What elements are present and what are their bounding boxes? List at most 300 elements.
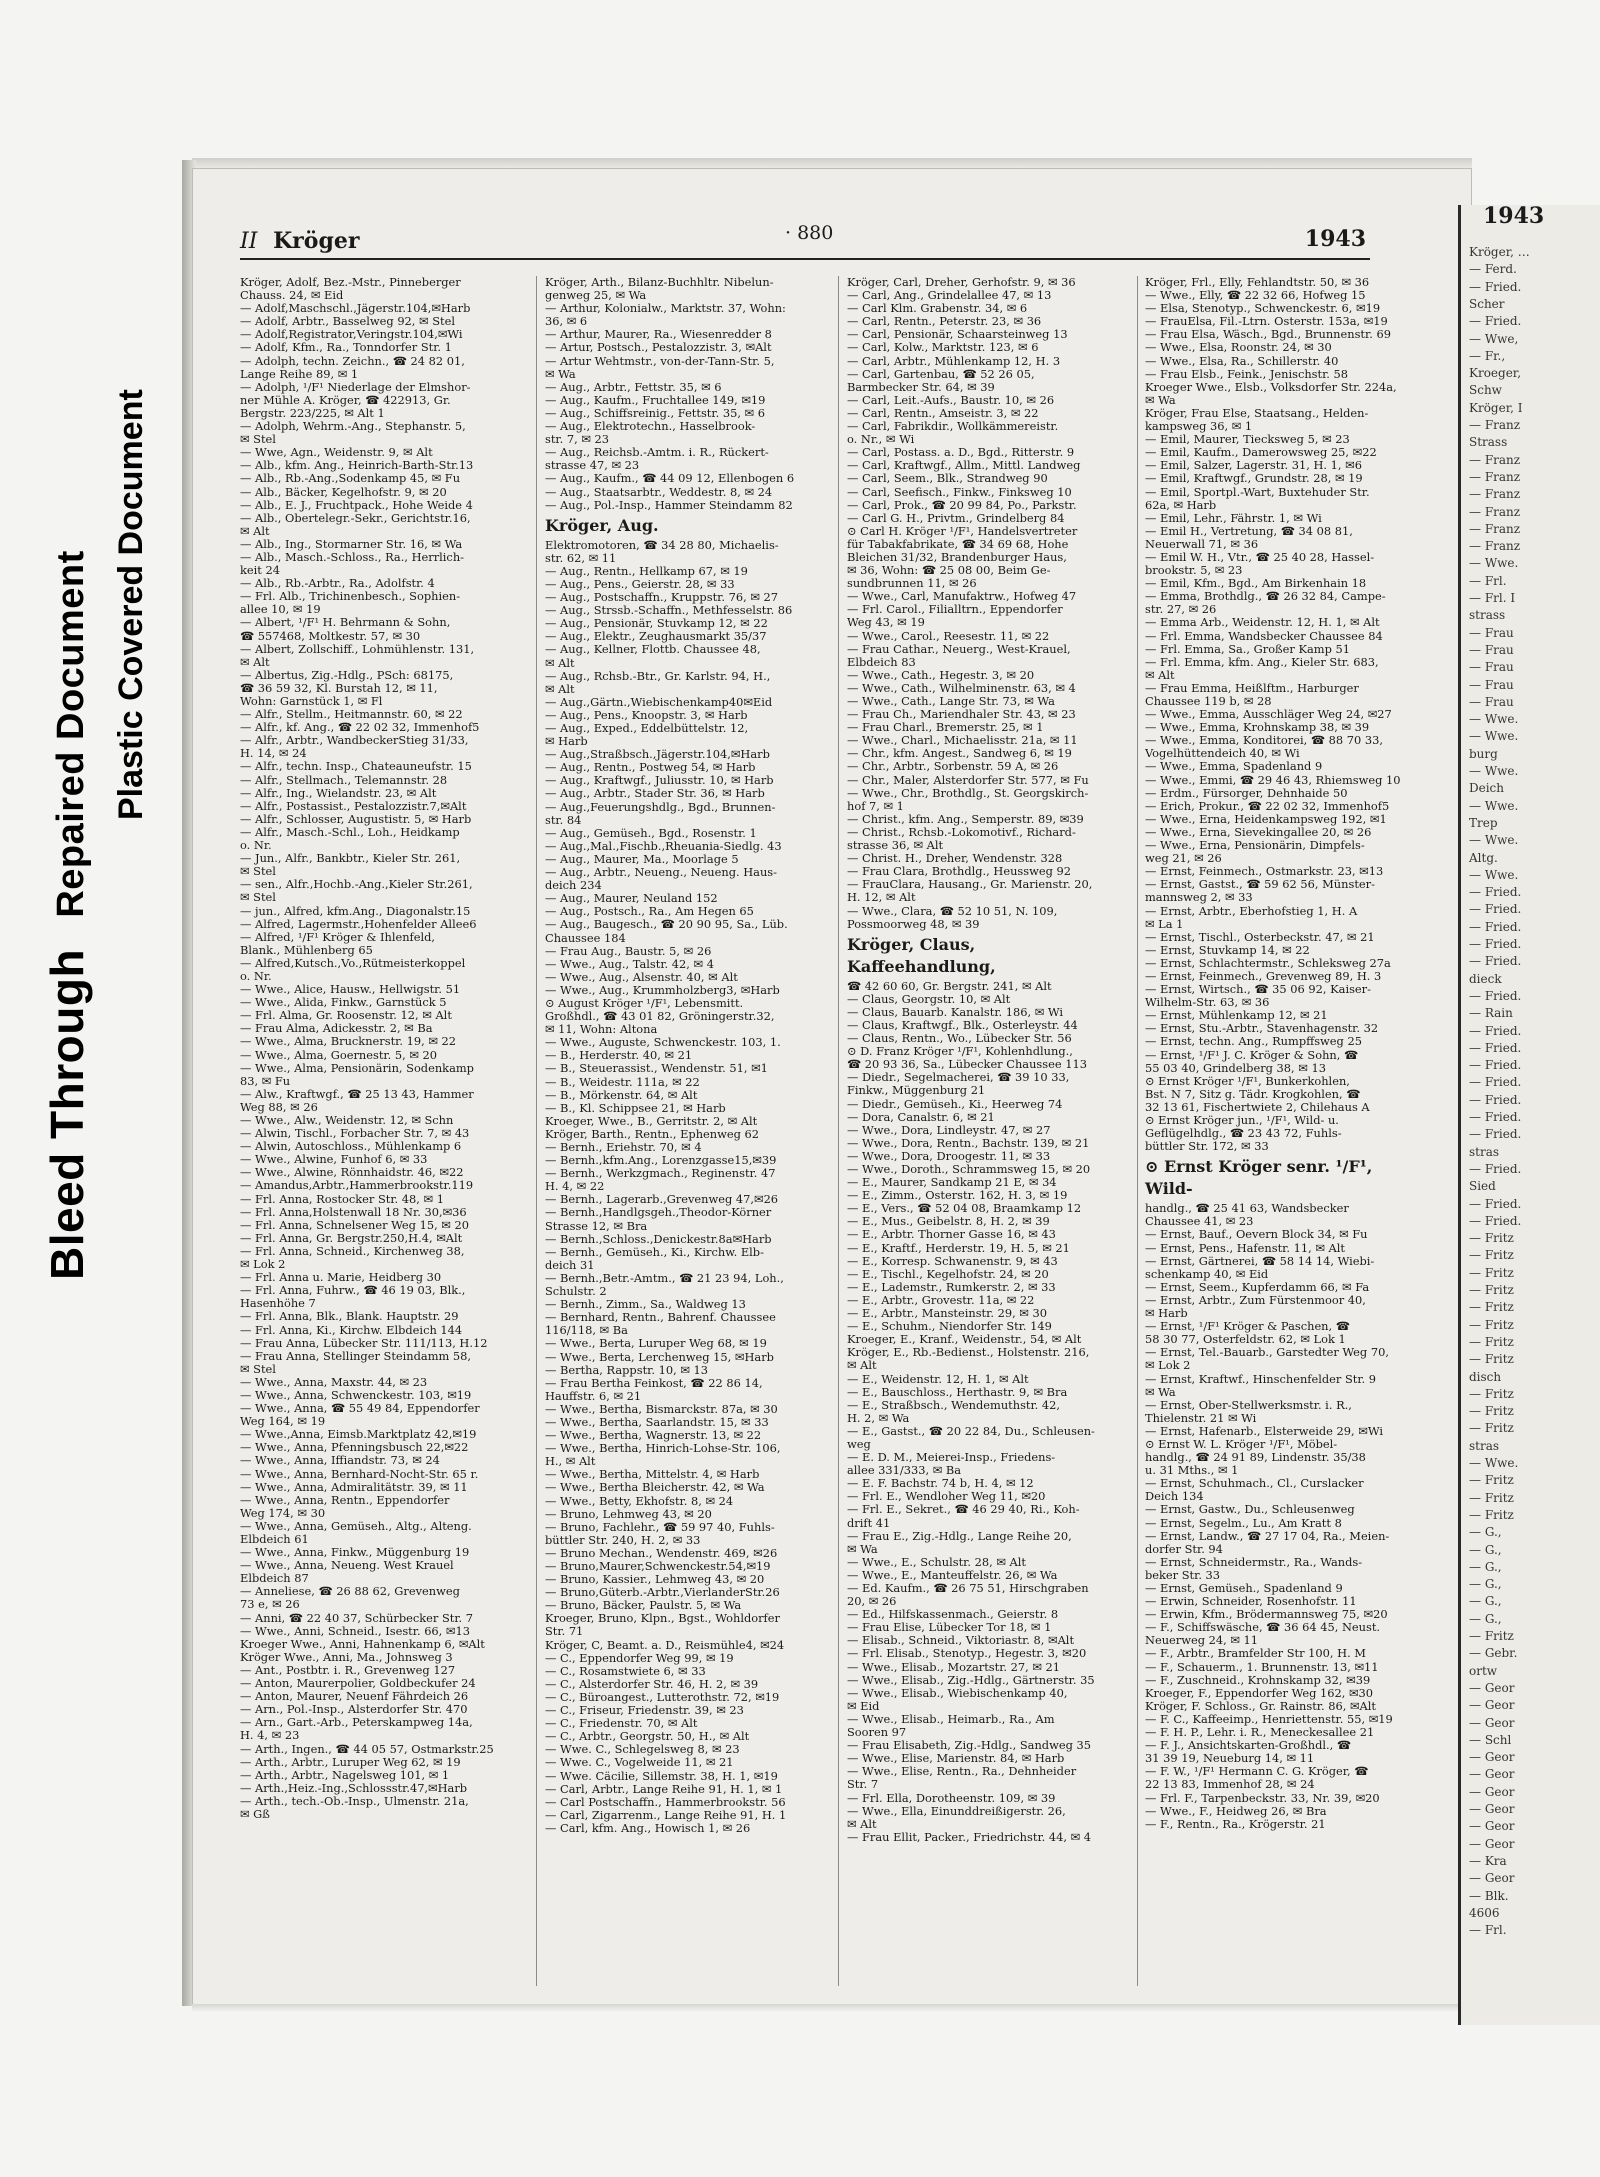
adjacent-page-line: — Franz [1469, 469, 1521, 484]
directory-entry-line: Chauss. 24, ✉ Eid [240, 289, 344, 303]
directory-entry-line: — E., Arbtr., Grovestr. 11a, ✉ 22 [847, 1293, 1035, 1307]
directory-entry-line: ⊙ Carl H. Kröger ¹/F¹, Handelsvertreter [847, 524, 1078, 538]
directory-entry-line: — Wwe., Alma, Goernestr. 5, ✉ 20 [240, 1048, 437, 1062]
directory-entry-line: — Bernh.,Betr.-Amtm., ☎ 21 23 94, Loh., [545, 1271, 784, 1285]
directory-entry-line: — Frl. Ella, Dorotheenstr. 109, ✉ 39 [847, 1791, 1056, 1805]
adjacent-page-line: — Geor [1469, 1871, 1515, 1886]
stamp-plastic-covered: Plastic Covered Document [112, 389, 150, 820]
directory-entry-line: — Anton, Maurerpolier, Goldbeckufer 24 [240, 1677, 476, 1691]
directory-entry-line: — Alfr., kf. Ang., ☎ 22 02 32, Immenhof5 [240, 721, 480, 735]
adjacent-page-line: — Fritz [1469, 1283, 1514, 1297]
directory-entry-line: — Artur, Postsch., Pestalozzistr. 3, ✉Alt [545, 341, 772, 355]
directory-entry-line: — Aug., Maurer, Ma., Moorlage 5 [545, 852, 739, 866]
directory-entry-line: — Wwe., Dora, Lindleystr. 47, ✉ 27 [847, 1123, 1051, 1137]
running-head-name: Kröger [273, 228, 360, 254]
adjacent-page-line: — Fried. [1469, 1092, 1522, 1107]
directory-entry-line: handlg., ☎ 24 91 89, Lindenstr. 35/38 [1145, 1451, 1366, 1465]
directory-entry-line: — Wwe., Elsa, Ra., Schillerstr. 40 [1145, 354, 1339, 368]
adjacent-page-line: — Gebr. [1469, 1646, 1518, 1661]
directory-entry-line: — Claus, Kraftwgf., Blk., Osterleystr. 44 [847, 1018, 1078, 1032]
directory-entry-line: — F., Rentn., Ra., Krögerstr. 21 [1145, 1817, 1326, 1831]
directory-entry-line: — Arthur, Kolonialw., Marktstr. 37, Wohn: [545, 302, 786, 316]
directory-entry-line: — Wwe., Ella, Einunddreißigerstr. 26, [847, 1804, 1066, 1818]
adjacent-page [1458, 205, 1600, 2025]
directory-entry-line: — Ernst, Arbtr., Eberhofstieg 1, H. A [1145, 904, 1358, 918]
adjacent-page-line: — Franz [1469, 418, 1521, 432]
directory-entry-line: — FrauClara, Hausang., Gr. Marienstr. 20, [847, 878, 1093, 892]
directory-entry-line: — Wwe., Anna, Bernhard-Nocht-Str. 65 r. [240, 1467, 479, 1481]
directory-entry-line: — Bernh.,Handlgsgeh.,Theodor-Körner [545, 1206, 772, 1220]
directory-entry-line: — Carl, kfm. Ang., Howisch 1, ✉ 26 [545, 1821, 751, 1835]
directory-entry-line: — Frl. Anna,Holstenwall 18 Nr. 30,✉36 [240, 1205, 467, 1219]
directory-entry-line: Bleichen 31/32, Brandenburger Haus, [847, 550, 1067, 564]
adjacent-page-line: — Geor [1469, 1836, 1515, 1851]
adjacent-page-line: — Kra [1469, 1853, 1507, 1868]
directory-entry-line: — Alb., Rb.-Ang.,Sodenkamp 45, ✉ Fu [240, 472, 461, 486]
directory-entry-line: 116/118, ✉ Ba [545, 1324, 628, 1338]
directory-entry-line: — Carl Klm. Grabenstr. 34, ✉ 6 [847, 302, 1028, 316]
directory-entry-line: ✉ Lok 2 [240, 1258, 286, 1272]
directory-entry-line: — Wwe., Anna, ☎ 55 49 84, Eppendorfer [240, 1402, 480, 1416]
directory-entry-line: ✉ Alt [545, 682, 575, 696]
directory-entry-line: — Aug., Arbtr., Stader Str. 36, ✉ Harb [545, 787, 765, 801]
directory-entry-line: — Ernst, Feinmech., Grevenweg 89, H. 3 [1145, 969, 1382, 983]
directory-entry-line: — Emil, Maurer, Tiecksweg 5, ✉ 23 [1145, 433, 1350, 447]
directory-entry-line: — Christ. H., Dreher, Wendenstr. 328 [847, 852, 1063, 866]
directory-entry-line: Hasenhöhe 7 [240, 1297, 316, 1311]
directory-entry-line: ☎ 20 93 36, Sa., Lübecker Chaussee 113 [847, 1058, 1087, 1072]
adjacent-page-line: — Schl [1469, 1732, 1512, 1747]
directory-entry-line: — Wwe., Alma, Brucknerstr. 19, ✉ 22 [240, 1035, 456, 1049]
directory-entry-line: Schulstr. 2 [545, 1285, 607, 1299]
directory-entry-line: — B., Steuerassist., Wendenstr. 51, ✉1 [545, 1062, 768, 1076]
adjacent-page-line: — Fried. [1469, 1110, 1522, 1124]
adjacent-page-line: — Fried. [1469, 1058, 1522, 1073]
directory-entry-line: — Wwe., Elisab., Wiebischenkamp 40, [847, 1686, 1068, 1700]
directory-entry-line: büttler Str. 172, ✉ 33 [1145, 1140, 1269, 1154]
directory-entry-line: — Wwe., Anna, Pfenningsbusch 22,✉22 [240, 1441, 469, 1455]
directory-entry-line: — Emil H., Vertretung, ☎ 34 08 81, [1145, 524, 1353, 538]
directory-entry-line: — Wwe., Anna, Neueng. West Krauel [240, 1559, 454, 1573]
adjacent-page-line: — Franz [1469, 521, 1521, 536]
directory-entry-line: Finkw., Müggenburg 21 [847, 1084, 986, 1098]
directory-entry-line: — Aug., Exped., Eddelbüttelstr. 12, [545, 722, 749, 735]
directory-entry-line: — Alb., Obertelegr.-Sekr., Gerichtstr.16, [240, 511, 471, 525]
directory-entry-line: Wilhelm-Str. 63, ✉ 36 [1145, 996, 1270, 1010]
directory-entry-line: — Wwe., Anna, Iffiandstr. 73, ✉ 24 [240, 1454, 440, 1468]
directory-entry-line: — E., Schuhm., Niendorfer Str. 149 [847, 1320, 1052, 1334]
directory-entry-line: — Ernst, Gemüseh., Spadenland 9 [1145, 1582, 1343, 1595]
directory-entry-line: — Alfr., Schlosser, Augustistr. 5, ✉ Harb [240, 812, 472, 826]
directory-entry-line: — Carl, Postass. a. D., Bgd., Ritterstr. 9 [847, 446, 1075, 460]
directory-entry-line: — Ernst, Schuhmach., Cl., Curslacker [1145, 1477, 1364, 1491]
directory-entry-line: — Wwe., Erna, Heidenkampsweg 192, ✉1 [1145, 812, 1387, 826]
adjacent-page-line: — Frau [1469, 625, 1514, 640]
directory-entry-line: — Aug., Pol.-Insp., Hammer Steindamm 82 [545, 498, 793, 512]
directory-entry-line: ⊙ Ernst Kröger ¹/F¹, Bunkerkohlen, [1145, 1074, 1350, 1088]
directory-entry-line: — Ed., Hilfskassenmach., Geierstr. 8 [847, 1608, 1059, 1622]
adjacent-page-line: stras [1469, 1438, 1500, 1453]
adjacent-page-line: — G., [1469, 1559, 1502, 1574]
adjacent-page-line: — Fried. [1469, 279, 1522, 294]
adjacent-page-line: Kröger, I [1469, 400, 1523, 415]
adjacent-page-line: — Geor [1469, 1784, 1515, 1799]
directory-entry-line: — Frl. Anna, Rostocker Str. 48, ✉ 1 [240, 1192, 444, 1206]
directory-entry-line: — Wwe., Bertha, Saarlandstr. 15, ✉ 33 [545, 1415, 769, 1429]
directory-entry-line: Deich 134 [1145, 1490, 1204, 1504]
directory-entry-line: Geflügelhdlg., ☎ 23 43 72, Fuhls- [1145, 1127, 1342, 1141]
directory-entry-line: Str. 71 [545, 1625, 584, 1639]
adjacent-page-line: Scher [1469, 296, 1505, 311]
adjacent-page-line: — Wwe. [1469, 798, 1519, 813]
directory-entry-line: — Dora, Canalstr. 6, ✉ 21 [847, 1110, 995, 1124]
directory-entry-line: — Wwe., Elise, Marienstr. 84, ✉ Harb [847, 1752, 1065, 1766]
directory-entry-line: — Emil W. H., Vtr., ☎ 25 40 28, Hassel- [1145, 550, 1375, 564]
directory-entry-line: — Anneliese, ☎ 26 88 62, Grevenweg [240, 1585, 460, 1599]
directory-entry-line: — Wwe., Berta, Luruper Weg 68, ✉ 19 [545, 1337, 767, 1351]
directory-entry-line: — E., Vers., ☎ 52 04 08, Braamkamp 12 [847, 1202, 1082, 1216]
directory-entry-line: ✉ Eid [847, 1699, 880, 1713]
directory-entry-line: H., ✉ Alt [545, 1455, 596, 1469]
adjacent-page-line: — Fritz [1469, 1265, 1514, 1280]
directory-entry-line: — Alwin, Autoschloss., Mühlenkamp 6 [240, 1140, 462, 1154]
directory-entry-line: — Carl, Ang., Grindelallee 47, ✉ 13 [847, 289, 1052, 303]
directory-entry-line: — Ernst, ¹/F¹ J. C. Kröger & Sohn, ☎ [1145, 1048, 1359, 1062]
directory-entry-line: ☎ 42 60 60, Gr. Bergstr. 241, ✉ Alt [847, 979, 1052, 993]
directory-entry-line: ✉ Stel [240, 865, 276, 879]
directory-entry-line: — Ernst, Landw., ☎ 27 17 04, Ra., Meien- [1145, 1529, 1390, 1543]
directory-entry-line: Strasse 12, ✉ Bra [545, 1219, 648, 1233]
adjacent-page-line: — Fritz [1469, 1386, 1514, 1401]
directory-entry-line: — Aug., Kellner, Flottb. Chaussee 48, [545, 643, 761, 657]
directory-entry-line: — Claus, Georgstr. 10, ✉ Alt [847, 992, 1011, 1006]
directory-entry-line: — Aug.,Feuerungshdlg., Bgd., Brunnen- [545, 800, 776, 814]
directory-entry-line: ✉ Wa [1145, 393, 1176, 407]
directory-entry-line: — Emil, Kaufm., Damerowsweg 25, ✉22 [1145, 446, 1377, 460]
directory-entry-line: — Wwe., Anna, Schwenckestr. 103, ✉19 [240, 1388, 472, 1402]
directory-entry-line: — Frau Ellit, Packer., Friedrichstr. 44, ✉ 4 [847, 1830, 1092, 1844]
adjacent-page-line: — Rain [1469, 1006, 1513, 1021]
directory-entry-line: str. 7, ✉ 23 [545, 433, 610, 447]
directory-entry-line: — Carl, Kraftwgf., Allm., Mittl. Landweg [847, 459, 1081, 473]
directory-entry-line: brookstr. 5, ✉ 23 [1145, 564, 1243, 578]
adjacent-page-line: ortw [1469, 1663, 1498, 1678]
directory-entry-line: u. 31 Mths., ✉ 1 [1145, 1464, 1239, 1478]
adjacent-page-line: — Geor [1469, 1802, 1515, 1816]
scan-stamp [0, 0, 170, 2177]
directory-entry-line: sundbrunnen 11, ✉ 26 [847, 577, 977, 591]
directory-entry-line: — Wwe., Elly, ☎ 22 32 66, Hofweg 15 [1145, 289, 1366, 303]
directory-entry-line: Bst. N 7, Sitz g. Tädr. Krogkohlen, ☎ [1145, 1087, 1361, 1101]
directory-entry-line: — Ernst, Schneidermstr., Ra., Wands- [1145, 1555, 1363, 1569]
adjacent-page-line: burg [1469, 746, 1498, 761]
directory-entry-line: — Frau Ch., Mariendhaler Str. 43, ✉ 23 [847, 708, 1076, 722]
directory-entry-line: — Aug., Elektrotechn., Hasselbrook- [545, 420, 756, 434]
adjacent-page-line: Trep [1469, 815, 1498, 830]
directory-entry-line: — Ernst, Stu.-Arbtr., Stavenhagenstr. 32 [1145, 1022, 1379, 1036]
directory-entry-line: — Carl G. H., Privtm., Grindelberg 84 [847, 511, 1065, 525]
directory-entry-line: 58 30 77, Osterfeldstr. 62, ✉ Lok 1 [1145, 1333, 1346, 1347]
adjacent-page-line: — Frl. [1469, 1923, 1507, 1938]
directory-entry-line: — Wwe., Charl., Michaelisstr. 21a, ✉ 11 [847, 734, 1078, 748]
column-divider [536, 276, 537, 1986]
adjacent-page-line: — Franz [1469, 452, 1521, 467]
directory-entry-line: — Adolf, Kfm., Ra., Tonndorfer Str. 1 [240, 341, 452, 355]
directory-entry-line: — Adolph, ¹/F¹ Niederlage der Elmshor- [240, 380, 471, 394]
directory-entry-line: deich 234 [545, 879, 602, 893]
directory-entry-line: allee 10, ✉ 19 [240, 603, 321, 617]
directory-entry-line: — Wwe., Anna, Maxstr. 44, ✉ 23 [240, 1375, 428, 1389]
adjacent-page-line: — Fritz [1469, 1404, 1514, 1419]
directory-entry-line: — Bruno,Maurer,Schwenckestr.54,✉19 [545, 1560, 771, 1573]
directory-entry-line: — Emma, Brothdlg., ☎ 26 32 84, Campe- [1145, 590, 1386, 604]
adjacent-page-line: — Wwe. [1469, 556, 1519, 571]
directory-entry-line: dorfer Str. 94 [1145, 1542, 1223, 1556]
directory-entry-line: Kroeger, Wwe., B., Gerritstr. 2, ✉ Alt [545, 1114, 758, 1128]
adjacent-page-line: — Geor [1469, 1698, 1515, 1713]
directory-entry-line: Neuerwall 71, ✉ 36 [1145, 537, 1259, 551]
directory-entry-line: keit 24 [240, 564, 280, 578]
directory-entry-line: — Wwe., Cath., Wilhelminenstr. 63, ✉ 4 [847, 681, 1076, 695]
directory-entry-line: ✉ Lok 2 [1145, 1359, 1191, 1373]
directory-entry-line: für Tabakfabrikate, ☎ 34 69 68, Hohe [847, 537, 1069, 551]
directory-entry-line: ✉ La 1 [1145, 917, 1184, 931]
directory-entry-line: — Aug., Maurer, Neuland 152 [545, 892, 718, 906]
adjacent-page-line: Kroeger, [1469, 366, 1522, 381]
directory-entry-line: — Frl. Elisab., Stenotyp., Hegestr. 3, ✉20 [847, 1647, 1087, 1661]
directory-entry-line: — Alb., Bäcker, Kegelhofstr. 9, ✉ 20 [240, 485, 447, 499]
directory-entry-line: — Wwe., Alwine, Rönnhaidstr. 46, ✉22 [240, 1166, 464, 1180]
directory-entry-line: — Albertus, Zig.-Hdlg., PSch: 68175, [240, 668, 454, 682]
directory-entry-line: — Wwe., Emma, Krohnskamp 38, ✉ 39 [1145, 721, 1370, 735]
directory-entry-line: — Bruno, Bäcker, Paulstr. 5, ✉ Wa [545, 1599, 742, 1613]
adjacent-page-line: — Fried. [1469, 954, 1522, 969]
directory-entry-line: ✉ Wa [847, 1542, 878, 1556]
directory-entry-line: — Ant., Postbtr. i. R., Grevenweg 127 [240, 1663, 456, 1677]
directory-entry-line: Neuerweg 24, ✉ 11 [1145, 1634, 1259, 1648]
directory-entry-line: — Frl. E., Sekret., ☎ 46 29 40, Ri., Koh- [847, 1503, 1080, 1517]
directory-entry-line: Weg 164, ✉ 19 [240, 1415, 326, 1429]
directory-entry-line: — Carl, Leit.-Aufs., Baustr. 10, ✉ 26 [847, 393, 1055, 407]
directory-entry-line: — E., Gastst., ☎ 20 22 84, Du., Schleusen- [847, 1424, 1095, 1438]
directory-entry-line: — B., Herderstr. 40, ✉ 21 [545, 1049, 693, 1063]
directory-entry-line: — E., Arbtr., Mansteinstr. 29, ✉ 30 [847, 1307, 1047, 1321]
adjacent-page-line: — Frau [1469, 677, 1514, 692]
directory-entry-line: — Bertha, Rappstr. 10, ✉ 13 [545, 1363, 708, 1377]
adjacent-page-line: — Fritz [1469, 1473, 1514, 1488]
featured-entry: ⊙ Ernst Kröger senr. ¹/F¹, Wild- [1145, 1157, 1373, 1199]
directory-entry-line: Wohn: Garnstück 1, ✉ Fl [240, 695, 383, 708]
directory-entry-line: ⊙ Ernst Kröger jun., ¹/F¹, Wild- u. [1145, 1114, 1339, 1127]
directory-entry-line: — Aug., Gemüseh., Bgd., Rosenstr. 1 [545, 826, 757, 840]
directory-entry-line: — Wwe., Dora, Droogestr. 11, ✉ 33 [847, 1149, 1051, 1163]
adjacent-page-line: — Fried. [1469, 1023, 1522, 1038]
directory-entry-line: — Ernst, Gastst., ☎ 59 62 56, Münster- [1145, 878, 1375, 892]
directory-entry-line: — Carl, Arbtr., Mühlenkamp 12, H. 3 [847, 354, 1061, 368]
directory-entry-line: H. 4, ✉ 23 [240, 1729, 300, 1743]
directory-entry-line: ✉ Gß [240, 1807, 270, 1821]
adjacent-page-line: — Fried. [1469, 314, 1522, 329]
directory-entry-line: — Alfr., Masch.-Schl., Loh., Heidkamp [240, 825, 460, 839]
adjacent-page-line: Altg. [1469, 850, 1498, 865]
directory-entry-line: büttler Str. 240, H. 2, ✉ 33 [545, 1533, 701, 1547]
directory-entry-line: — Aug., Baugesch., ☎ 20 90 95, Sa., Lüb. [545, 918, 788, 932]
directory-entry-line: — C., Rosamstwiete 6, ✉ 33 [545, 1664, 706, 1678]
directory-entry-line: beker Str. 33 [1145, 1568, 1221, 1582]
directory-entry-line: — Bruno, Fachlehr., ☎ 59 97 40, Fuhls- [545, 1520, 775, 1534]
directory-entry-line: — Wwe., Aug., Krummholzberg3, ✉Harb [545, 983, 780, 997]
directory-entry-line: — Alfred,Kutsch.,Vo.,Rütmeisterkoppel [240, 956, 466, 970]
adjacent-page-line: — Fritz [1469, 1352, 1514, 1367]
directory-entry-line: Kröger, F. Schloss., Gr. Rainstr. 86, ✉Alt [1145, 1699, 1376, 1713]
directory-entry-line: — Wwe., Alwine, Funhof 6, ✉ 33 [240, 1153, 428, 1167]
adjacent-page-line: — Geor [1469, 1819, 1515, 1834]
header-year: 1943 [1304, 226, 1366, 252]
directory-entry-line: — Ernst, Pens., Hafenstr. 11, ✉ Alt [1145, 1241, 1345, 1255]
directory-entry-line: Kröger, C, Beamt. a. D., Reismühle4, ✉24 [545, 1638, 785, 1652]
adjacent-page-line: — G., [1469, 1525, 1502, 1540]
directory-entry-line: Elbdeich 87 [240, 1572, 309, 1586]
directory-entry-line: — Aug., Kaufm., Fruchtallee 149, ✉19 [545, 393, 766, 407]
adjacent-page-line: — Fried. [1469, 1075, 1522, 1090]
directory-entry-line: — Ernst, techn. Ang., Rumpffsweg 25 [1145, 1035, 1362, 1049]
directory-entry-line: — Wwe., F., Heidweg 26, ✉ Bra [1145, 1804, 1327, 1818]
directory-entry-line: — Bruno,Güterb.-Arbtr.,VierlanderStr.26 [545, 1586, 780, 1600]
directory-entry-line: — Arth., Arbtr., Luruper Weg 62, ✉ 19 [240, 1755, 461, 1769]
directory-entry-line: — Wwe., Emma, Konditorei, ☎ 88 70 33, [1145, 734, 1384, 748]
directory-entry-line: — Alb., Rb.-Arbtr., Ra., Adolfstr. 4 [240, 577, 435, 591]
page-number: · 880 [785, 222, 834, 244]
directory-entry-line: — Wwe., Elisab., Heimarb., Ra., Am [847, 1712, 1055, 1726]
directory-entry-line: ✉ Stel [240, 1362, 276, 1376]
directory-entry-line: Kröger, Frau Else, Staatsang., Helden- [1145, 406, 1369, 420]
directory-entry-line: — Alfred, ¹/F¹ Kröger & Ihlenfeld, [240, 930, 436, 944]
adjacent-page-line: — Wwe. [1469, 712, 1519, 727]
directory-entry-line: — Elisab., Schneid., Viktoriastr. 8, ✉Alt [847, 1634, 1075, 1648]
directory-entry-line: — Frau Elisabeth, Zig.-Hdlg., Sandweg 35 [847, 1739, 1091, 1753]
directory-entry-line: — Wwe., Bertha, Wagnerstr. 13, ✉ 22 [545, 1429, 762, 1443]
directory-entry-line: — Bernh.,kfm.Ang., Lorenzgasse15,✉39 [545, 1154, 777, 1168]
directory-entry-line: Elektromotoren, ☎ 34 28 80, Michaelis- [545, 538, 779, 552]
directory-entry-line: — E. F. Bachstr. 74 b, H. 4, ✉ 12 [847, 1477, 1034, 1491]
directory-entry-line: Kröger, E., Rb.-Bedienst., Holstenstr. 216, [847, 1346, 1090, 1360]
adjacent-page-line: Schw [1469, 383, 1502, 398]
directory-entry-line: — Frau Emma, Heißlftm., Harburger [1145, 681, 1359, 695]
adjacent-page-line: — Frl. [1469, 573, 1507, 588]
directory-entry-line: — Elsa, Stenotyp., Schwenckestr. 6, ✉19 [1145, 302, 1381, 316]
directory-entry-line: — Arth., Ingen., ☎ 44 05 57, Ostmarkstr.25 [240, 1742, 494, 1756]
directory-entry-line: — Aug., Arbtr., Neueng., Neueng. Haus- [545, 866, 778, 880]
directory-entry-line: Chaussee 119 b, ✉ 28 [1145, 695, 1272, 708]
directory-entry-line: — Wwe., Clara, ☎ 52 10 51, N. 109, [847, 904, 1058, 918]
directory-entry-line: — Wwe., Bertha, Bismarckstr. 87a, ✉ 30 [545, 1402, 778, 1416]
directory-entry-line: — Adolf,Maschschl.,Jägerstr.104,✉Harb [240, 302, 471, 316]
directory-entry-line: — Wwe, Agn., Weidenstr. 9, ✉ Alt [240, 446, 433, 460]
page-header [240, 222, 1366, 262]
directory-entry-line: Kroeger, E., Kranf., Weidenstr., 54, ✉ Alt [847, 1333, 1082, 1347]
adjacent-page-line: — Franz [1469, 487, 1521, 502]
directory-entry-line: — Christ., Rchsb.-Lokomotivf., Richard- [847, 825, 1076, 839]
directory-entry-line: — Frau Elsa, Wäsch., Bgd., Brunnenstr. 69 [1145, 328, 1391, 342]
directory-entry-line: ✉ Alt [847, 1817, 877, 1831]
column-divider [838, 276, 839, 1986]
directory-entry-line: str. 62, ✉ 11 [545, 551, 617, 565]
directory-entry-line: — Aug., Arbtr., Fettstr. 35, ✉ 6 [545, 380, 722, 394]
directory-entry-line: — Emil, Kraftwgf., Grundstr. 28, ✉ 19 [1145, 472, 1363, 486]
adjacent-page-line: — Fritz [1469, 1334, 1514, 1349]
directory-entry-line: — Emil, Lehr., Fährstr. 1, ✉ Wi [1145, 511, 1322, 525]
directory-entry-line: Hauffstr. 6, ✉ 21 [545, 1389, 642, 1403]
directory-entry-line: — F. C., Kaffeeimp., Henriettenstr. 55, ✉19 [1145, 1712, 1393, 1726]
directory-entry-line: — E., Tischl., Kegelhofstr. 24, ✉ 20 [847, 1267, 1049, 1281]
directory-entry-line: — Ernst, Arbtr., Zum Fürstenmoor 40, [1145, 1293, 1366, 1307]
directory-entry-line: — Carl, Rentn., Peterstr. 23, ✉ 36 [847, 315, 1042, 329]
directory-entry-line: — Diedr., Segelmacherei, ☎ 39 10 33, [847, 1071, 1070, 1085]
directory-entry-line: — Aug., Rentn., Hellkamp 67, ✉ 19 [545, 564, 748, 578]
stamp-bleed-through [40, 550, 94, 1280]
adjacent-page-line: — Wwe. [1469, 1456, 1519, 1470]
directory-entry-line: strasse 36, ✉ Alt [847, 839, 944, 853]
directory-entry-line: — Frl. Anna, Blk., Blank. Hauptstr. 29 [240, 1310, 459, 1324]
directory-entry-line: — Aug., Strssb.-Schaffn., Methfesselstr. 86 [545, 604, 793, 618]
adjacent-page-line: — Wwe, [1469, 331, 1519, 346]
adjacent-page-line: — Ferd. [1469, 262, 1517, 277]
directory-entry-line: genweg 25, ✉ Wa [545, 289, 647, 303]
directory-entry-line: — Alb., kfm. Ang., Heinrich-Barth-Str.13 [240, 459, 474, 473]
adjacent-page-line: — Wwe. [1469, 833, 1519, 848]
directory-entry-line: — Chr., Maler, Alsterdorfer Str. 577, ✉ Fu [847, 773, 1089, 787]
adjacent-page-line: Sied [1469, 1179, 1496, 1194]
adjacent-page-line: strass [1469, 608, 1506, 623]
directory-entry-line: — F., Zuschneid., Krohnskamp 32, ✉39 [1145, 1673, 1371, 1687]
directory-entry-line: — Frau Anna, Stellinger Steindamm 58, [240, 1349, 472, 1363]
directory-entry-line: ✉ 11, Wohn: Altona [545, 1023, 658, 1037]
directory-entry-line: Str. 7 [847, 1778, 879, 1792]
directory-entry-line: — Frl. Anna, Fuhrw., ☎ 46 19 03, Blk., [240, 1284, 466, 1298]
directory-entry-line: — Carl, Gartenbau, ☎ 52 26 05, [847, 367, 1035, 381]
directory-entry-line: — Wwe., Alida, Finkw., Garnstück 5 [240, 996, 447, 1010]
directory-entry-line: ✉ Alt [1145, 668, 1175, 682]
directory-entry-line: Elbdeich 61 [240, 1533, 309, 1546]
adjacent-page-line: — Fried. [1469, 937, 1522, 951]
directory-entry-line: — Wwe., Erna, Sievekingallee 20, ✉ 26 [1145, 825, 1372, 839]
directory-entry-line: — Wwe., Aug., Alsenstr. 40, ✉ Alt [545, 970, 738, 984]
directory-entry-line: — Ernst, Kraftwf., Hinschenfelder Str. 9 [1145, 1372, 1377, 1386]
directory-entry-line: — Carl, Prok., ☎ 20 99 84, Po., Parkstr. [847, 498, 1077, 512]
directory-entry-line: — Wwe., Betty, Ekhofstr. 8, ✉ 24 [545, 1494, 734, 1508]
directory-entry-line: — Frl. Alb., Trichinenbesch., Sophien- [240, 590, 461, 604]
directory-entry-line: — Alfr., Ing., Wielandstr. 23, ✉ Alt [240, 786, 437, 800]
directory-entry-line: ✉ Alt [847, 1359, 877, 1373]
directory-entry-line: — Wwe., Erna, Pensionärin, Dimpfels- [1145, 839, 1365, 853]
directory-entry-line: — Frau Alma, Adickesstr. 2, ✉ Ba [240, 1022, 433, 1036]
directory-entry-line: Kröger, Adolf, Bez.-Mstr., Pinneberger [240, 276, 461, 289]
directory-entry-line: — Anton, Maurer, Neuenf Fährdeich 26 [240, 1690, 469, 1704]
directory-entry-line: — Frl. Anna, Schneid., Kirchenweg 38, [240, 1244, 465, 1258]
directory-entry-line: — Amandus,Arbtr.,Hammerbrookstr.119 [240, 1179, 474, 1193]
directory-entry-line: deich 31 [545, 1258, 595, 1272]
directory-entry-line: — Claus, Rentn., Wo., Lübecker Str. 56 [847, 1032, 1072, 1046]
adjacent-page-line: — Wwe. [1469, 729, 1519, 744]
directory-entry-line: — Erich, Prokur., ☎ 22 02 32, Immenhof5 [1145, 799, 1390, 813]
directory-entry-line: — Wwe., Chr., Brothdlg., St. Georgskirch- [847, 786, 1089, 800]
adjacent-page-line: stras [1469, 1144, 1500, 1159]
directory-entry-line: — Alfr., Stellmach., Telemannstr. 28 [240, 773, 448, 787]
stamp-bleed-through-text: Bleed Through [41, 948, 93, 1280]
directory-entry-line: schenkamp 40, ✉ Eid [1145, 1267, 1269, 1281]
header-rule [240, 258, 1370, 260]
directory-entry-line: — C., Eppendorfer Weg 99, ✉ 19 [545, 1651, 734, 1665]
